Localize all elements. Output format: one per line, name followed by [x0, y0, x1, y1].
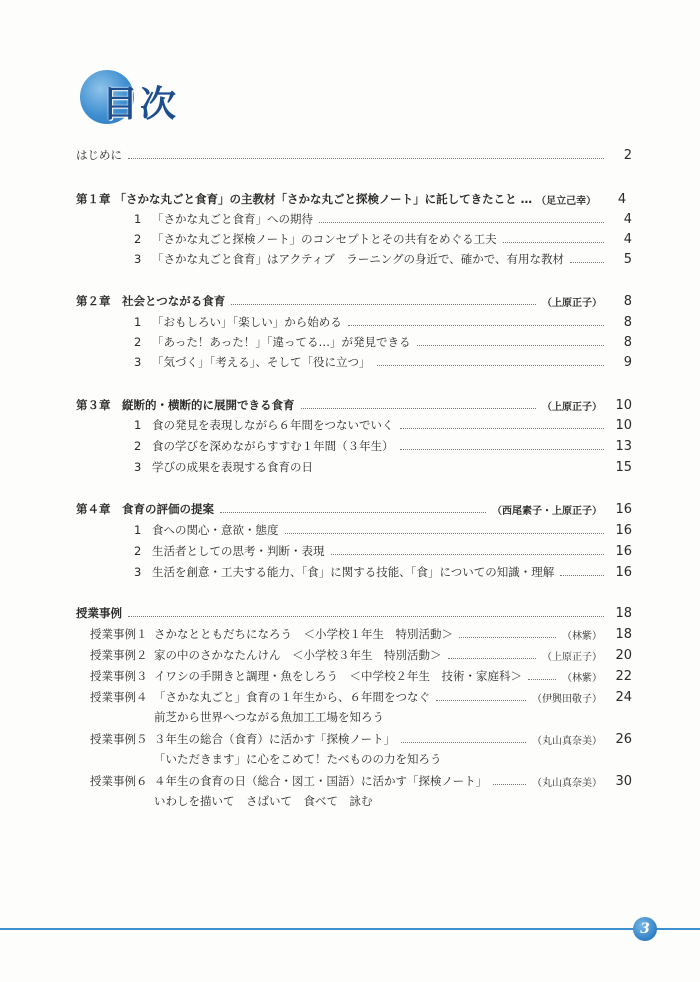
toc-entry-label: はじめに — [76, 148, 122, 162]
item-title: 「さかな丸ごと食育」への期待 — [152, 212, 313, 226]
toc-chapter-3[interactable] — [76, 396, 632, 414]
dot-leader — [400, 449, 604, 450]
item-number: 3 — [134, 460, 142, 474]
case-author: （丸山真奈美） — [532, 777, 602, 789]
item-title: 食の発見を表現しながら６年間をつないでいく — [152, 418, 394, 432]
chapter-author: （西尾素子・上原正子） — [492, 505, 602, 517]
toc-case-4[interactable] — [90, 688, 632, 706]
case-subtitle: 「いただきます」に心をこめて！たべものの力を知ろう — [154, 752, 442, 766]
toc-chapter-2[interactable] — [76, 292, 632, 310]
case-author: （林紫） — [562, 630, 602, 642]
dot-leader — [401, 742, 526, 743]
toc-page-number: 9 — [623, 354, 632, 370]
item-number: 1 — [134, 418, 142, 432]
toc-item[interactable] — [134, 521, 632, 539]
case-title: ３年生の総合（食育）に活かす「探検ノート」 — [154, 732, 396, 746]
dot-leader — [128, 158, 604, 159]
toc-page-number: 8 — [623, 293, 632, 309]
toc-page-number: 4 — [623, 231, 632, 247]
toc-heading — [72, 70, 212, 126]
dot-leader — [528, 679, 556, 680]
case-label: 授業事例２ — [90, 648, 148, 662]
toc-page-number: 22 — [615, 668, 632, 684]
item-number: 2 — [134, 439, 142, 453]
toc-item[interactable] — [134, 542, 632, 560]
dot-leader — [570, 262, 604, 263]
toc-page-number: 16 — [615, 543, 632, 559]
case-label: 授業事例１ — [90, 627, 148, 641]
toc-item[interactable] — [134, 250, 632, 268]
item-title: 生活を創意・工夫する能力、「食」に関する技能、「食」についての知識・理解 — [152, 565, 555, 579]
case-subtitle: 前芝から世界へつながる魚加工工場を知ろう — [154, 710, 384, 724]
toc-case-1[interactable] — [90, 625, 632, 643]
case-author: （上原正子） — [542, 651, 602, 663]
toc-page-number: 4 — [617, 191, 627, 207]
dot-leader — [301, 408, 537, 409]
footer-rule — [0, 928, 700, 930]
item-number: 2 — [134, 335, 142, 349]
chapter-title: 第３章 縦断的・横断的に展開できる食育 — [76, 398, 295, 412]
toc-page-number: 2 — [623, 147, 632, 163]
toc-cases-section[interactable] — [76, 604, 632, 622]
toc-item[interactable] — [134, 416, 632, 434]
case-label: 授業事例６ — [90, 774, 148, 788]
dot-leader — [448, 658, 537, 659]
toc-chapter-1[interactable] — [76, 190, 632, 208]
dot-leader — [459, 637, 556, 638]
item-number: 1 — [134, 315, 142, 329]
toc-item[interactable] — [134, 210, 632, 228]
toc-case-3[interactable] — [90, 667, 632, 685]
toc-page-number: 13 — [615, 438, 632, 454]
dot-leader — [128, 616, 604, 617]
toc-page-number: 16 — [615, 522, 632, 538]
toc-page-number: 18 — [615, 605, 632, 621]
toc-item[interactable] — [134, 313, 632, 331]
toc-page-number: 30 — [615, 773, 632, 789]
item-title: 「気づく」「考える」、そして「役に立つ」 — [152, 355, 371, 369]
page-title: 目次 — [102, 84, 179, 125]
case-title: 「さかな丸ごと」食育の１年生から、６年間をつなぐ — [154, 690, 430, 704]
dot-leader — [348, 325, 604, 326]
toc-case-2[interactable] — [90, 646, 632, 664]
item-title: 「あった！あった！」「違ってる…」が発見できる — [152, 335, 411, 349]
dot-leader — [285, 533, 605, 534]
toc-page-number: 26 — [615, 731, 632, 747]
toc-page-number: 20 — [615, 647, 632, 663]
chapter-author: （上原正子） — [542, 401, 602, 413]
section-title: 授業事例 — [76, 606, 122, 620]
chapter-title: 第１章 「さかな丸ごと食育」の主教材「さかな丸ごと探検ノート」に託してきたこと … — [76, 192, 533, 206]
item-title: 生活者としての思考・判断・表現 — [152, 544, 325, 558]
toc-page-number: 8 — [623, 334, 632, 350]
page-number-badge: 3 — [633, 917, 657, 941]
case-author: （伊興田敬子） — [532, 693, 602, 705]
item-title: 学びの成果を表現する食育の日 — [152, 460, 313, 474]
dot-leader — [400, 428, 605, 429]
toc-page-number: 24 — [615, 689, 632, 705]
case-label: 授業事例３ — [90, 669, 148, 683]
toc-item[interactable] — [134, 458, 632, 476]
dot-leader — [560, 575, 604, 576]
toc-item[interactable] — [134, 230, 632, 248]
toc-page-number: 8 — [623, 314, 632, 330]
dot-leader — [417, 345, 604, 346]
item-title: 「おもしろい」「楽しい」から始める — [152, 315, 342, 329]
toc-chapter-4[interactable] — [76, 500, 632, 518]
case-author: （林紫） — [562, 672, 602, 684]
dot-leader — [319, 222, 604, 223]
item-number: 2 — [134, 544, 142, 558]
toc-page-number: 18 — [615, 626, 632, 642]
case-label: 授業事例４ — [90, 690, 148, 704]
item-number: 3 — [134, 252, 142, 266]
toc-item[interactable] — [134, 333, 632, 351]
toc-case-5[interactable] — [90, 730, 632, 748]
case-title: イワシの手開きと調理・魚をしろう ＜中学校２年生 技術・家庭科＞ — [154, 669, 522, 683]
dot-leader — [220, 512, 486, 513]
case-author: （丸山真奈美） — [532, 735, 602, 747]
item-number: 3 — [134, 565, 142, 579]
case-title: 家の中のさかなたんけん ＜小学校３年生 特別活動＞ — [154, 648, 442, 662]
case-subtitle: いわしを描いて さばいて 食べて 詠む — [154, 794, 373, 808]
dot-leader — [231, 304, 536, 305]
toc-page-number: 4 — [623, 211, 632, 227]
toc-item[interactable] — [134, 563, 632, 581]
item-number: 2 — [134, 232, 142, 246]
case-title: さかなとともだちになろう ＜小学校１年生 特別活動＞ — [154, 627, 453, 641]
item-number: 3 — [134, 355, 142, 369]
toc-page-number: 10 — [615, 417, 632, 433]
case-label: 授業事例５ — [90, 732, 148, 746]
toc-page-number: 15 — [615, 459, 632, 475]
item-number: 1 — [134, 212, 142, 226]
chapter-title: 第２章 社会とつながる食育 — [76, 294, 226, 308]
toc-page-number: 10 — [615, 397, 632, 413]
toc-item[interactable] — [134, 353, 632, 371]
case-title: ４年生の食育の日（総合・図工・国語）に活かす「探検ノート」 — [154, 774, 488, 788]
item-number: 1 — [134, 523, 142, 537]
toc-page-number: 16 — [615, 564, 632, 580]
toc-item[interactable] — [134, 437, 632, 455]
dot-leader — [331, 554, 605, 555]
dot-leader — [436, 700, 526, 701]
toc-page-number: 16 — [615, 501, 632, 517]
dot-leader — [503, 242, 604, 243]
chapter-author: （足立己幸） — [536, 195, 597, 207]
chapter-title: 第４章 食育の評価の提案 — [76, 502, 214, 516]
item-title: 食への関心・意欲・態度 — [152, 523, 279, 537]
chapter-author: （上原正子） — [542, 297, 602, 309]
item-title: 食の学びを深めながらすすむ１年間（３年生） — [152, 439, 394, 453]
dot-leader — [377, 365, 605, 366]
toc-case-6[interactable] — [90, 772, 632, 790]
item-title: 「さかな丸ごと食育」はアクティブ ラーニングの身近で、確かで、有用な教材 — [152, 252, 565, 266]
toc-entry-intro[interactable] — [76, 146, 632, 164]
item-title: 「さかな丸ごと探検ノート」のコンセプトとその共有をめぐる工夫 — [152, 232, 497, 246]
toc-page-number: 5 — [623, 251, 632, 267]
dot-leader — [493, 784, 526, 785]
